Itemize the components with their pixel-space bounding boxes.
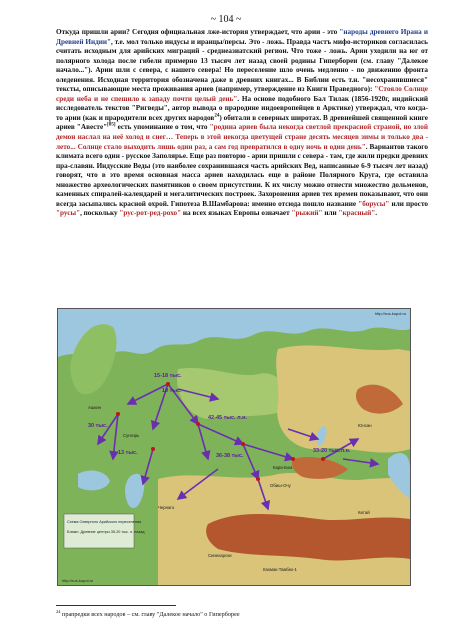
text-segment: или bbox=[322, 209, 339, 218]
map-site-label: Кара-Бом bbox=[273, 465, 293, 470]
map-site-label: Китай bbox=[358, 510, 370, 515]
map-canvas bbox=[58, 309, 410, 585]
map-site-label: Обиш-Очу bbox=[270, 483, 291, 488]
footnote-reference[interactable]: 24 bbox=[214, 113, 220, 119]
map-site-label: Чернаго bbox=[158, 505, 175, 510]
text-segment: , поскольку bbox=[80, 209, 120, 218]
map-url-top: http://rus-kupol.ru bbox=[374, 311, 406, 316]
map-label: 42-45 тыс. л.н. bbox=[208, 415, 247, 421]
quote: "Стояло Солнце среди неба и не спешило к западу почти целый день" bbox=[56, 85, 428, 103]
migration-map bbox=[57, 308, 411, 586]
main-paragraph bbox=[56, 28, 428, 219]
footnote-marker: 24 bbox=[56, 609, 61, 614]
text-segment: . bbox=[375, 209, 378, 218]
quote: "борусы" bbox=[358, 199, 390, 208]
page-number: ~ 104 ~ bbox=[210, 14, 242, 25]
quote: "русы" bbox=[56, 209, 81, 218]
map-site-label: Кахмак-Тамбек-1 bbox=[263, 567, 297, 572]
footnote-text: прапредки всех народов – см. главу "Далекое начало" о Гиперборее bbox=[60, 611, 240, 619]
map-label: 36-38 тыс. bbox=[216, 453, 244, 459]
quote: "красный" bbox=[338, 209, 376, 218]
map-url-bottom: http://rus-kupol.ru bbox=[62, 578, 94, 583]
map-label: 30 тыс. bbox=[88, 423, 108, 429]
map-site-label: Юнсан bbox=[358, 423, 372, 428]
text-segment: . На основе подобного Бал Тилак (1856-1920г, индийский исследователь текстов "Ригведы", автор вывода о прародине индоевропейцев в Арктике) утверждал, что когда-то арии (как и прародители всех других народов bbox=[56, 94, 428, 122]
quote: "рыжий" bbox=[291, 209, 323, 218]
quote: "рус-рот-ред-рохо" bbox=[119, 209, 182, 218]
map-legend-title: Схема Северного Арийского переселения bbox=[67, 520, 142, 524]
map-site-label: Сунгирь bbox=[123, 433, 140, 438]
map-label: 15-18 тыс. bbox=[154, 373, 182, 379]
map-site-label: Ашкин bbox=[88, 405, 101, 410]
map-site-label: Синехарски bbox=[208, 553, 232, 558]
text-segment: на всех языках Европы означает bbox=[181, 209, 292, 218]
text-segment: . Вариантов такого климата всего один - русское Заполярье. Еще раз повторю - арии пришли с севера - там, где жили предки древних пра-славян. Индусские Веды (это наиболее сохранившаяся часть арийских Вед, написанные 6-9 тысяч лет назад) говорят, что в это время основная масса ариев находилась еще в районе Полярного Круга, где оставила множество археологических памятников о своем присутствии. К их числу можно отнести множество дольменов, каменных спиралей-календарей и мегалитических построек. Захоронения ариев тех времен показывают, что они всегда засыпались красной охрой. Гипотеза В.Шамбарова: именно отсюда пошло название bbox=[56, 142, 428, 208]
map-label: 33-20 тыс.л.н. bbox=[313, 448, 351, 454]
footnote-divider bbox=[56, 605, 176, 606]
quote: "родина ариев была некогда светлой прекрасной страной, но злой демон наслал на неё холод и снег… Теперь в этой некогда цветущей стране десять месяцев зимы и только два - лето... Солнце стало выходить лишь один раз, а сам год превратился в одну ночь и один день" bbox=[56, 123, 429, 151]
text-segment: ) обитали в северных широтах. В древнейшей священной книге ариев "Авесте" bbox=[56, 113, 428, 132]
map-legend-text: Ближн. Древние центры 35-20 тыс. л. назад bbox=[67, 530, 145, 534]
map-label: 10 тыс. bbox=[162, 388, 182, 394]
citation-reference: [85] bbox=[107, 123, 116, 129]
map-label: 13 тыс. bbox=[118, 450, 138, 456]
text-segment: , т.е. мол только индусы и иранцы/персы. Это - ложь. Правда частъ мифо-историков согласилась считать исходным для арийских миграций - среднеазиатский регион. Что тоже - ложь. Арии уходили на юг от полярного холода после гибели примерно 13 тысяч лет назад своей родины Гипербореи (см. главу "Далекое начало..."). Арии шли с севера, с нашего севера! Но переселение шло очень медленно - по движению фронта оледенения. Исходная территория обозначена даже в древних книгах... В Библии есть т.н. "несохранившиеся" тексты, описывающие места проживания ариев (например, утверждение из Книги Праведного): bbox=[56, 37, 428, 94]
quote: "народы древнего Ирана и Древней Индии" bbox=[56, 28, 428, 46]
text-segment: Откуда пришли арии? Сегодня официальная лже-история утверждает, что арии - это bbox=[56, 28, 340, 36]
text-segment: или просто bbox=[389, 199, 428, 208]
footnote bbox=[56, 609, 436, 618]
text-segment: есть упоминание о том, что bbox=[115, 123, 210, 132]
